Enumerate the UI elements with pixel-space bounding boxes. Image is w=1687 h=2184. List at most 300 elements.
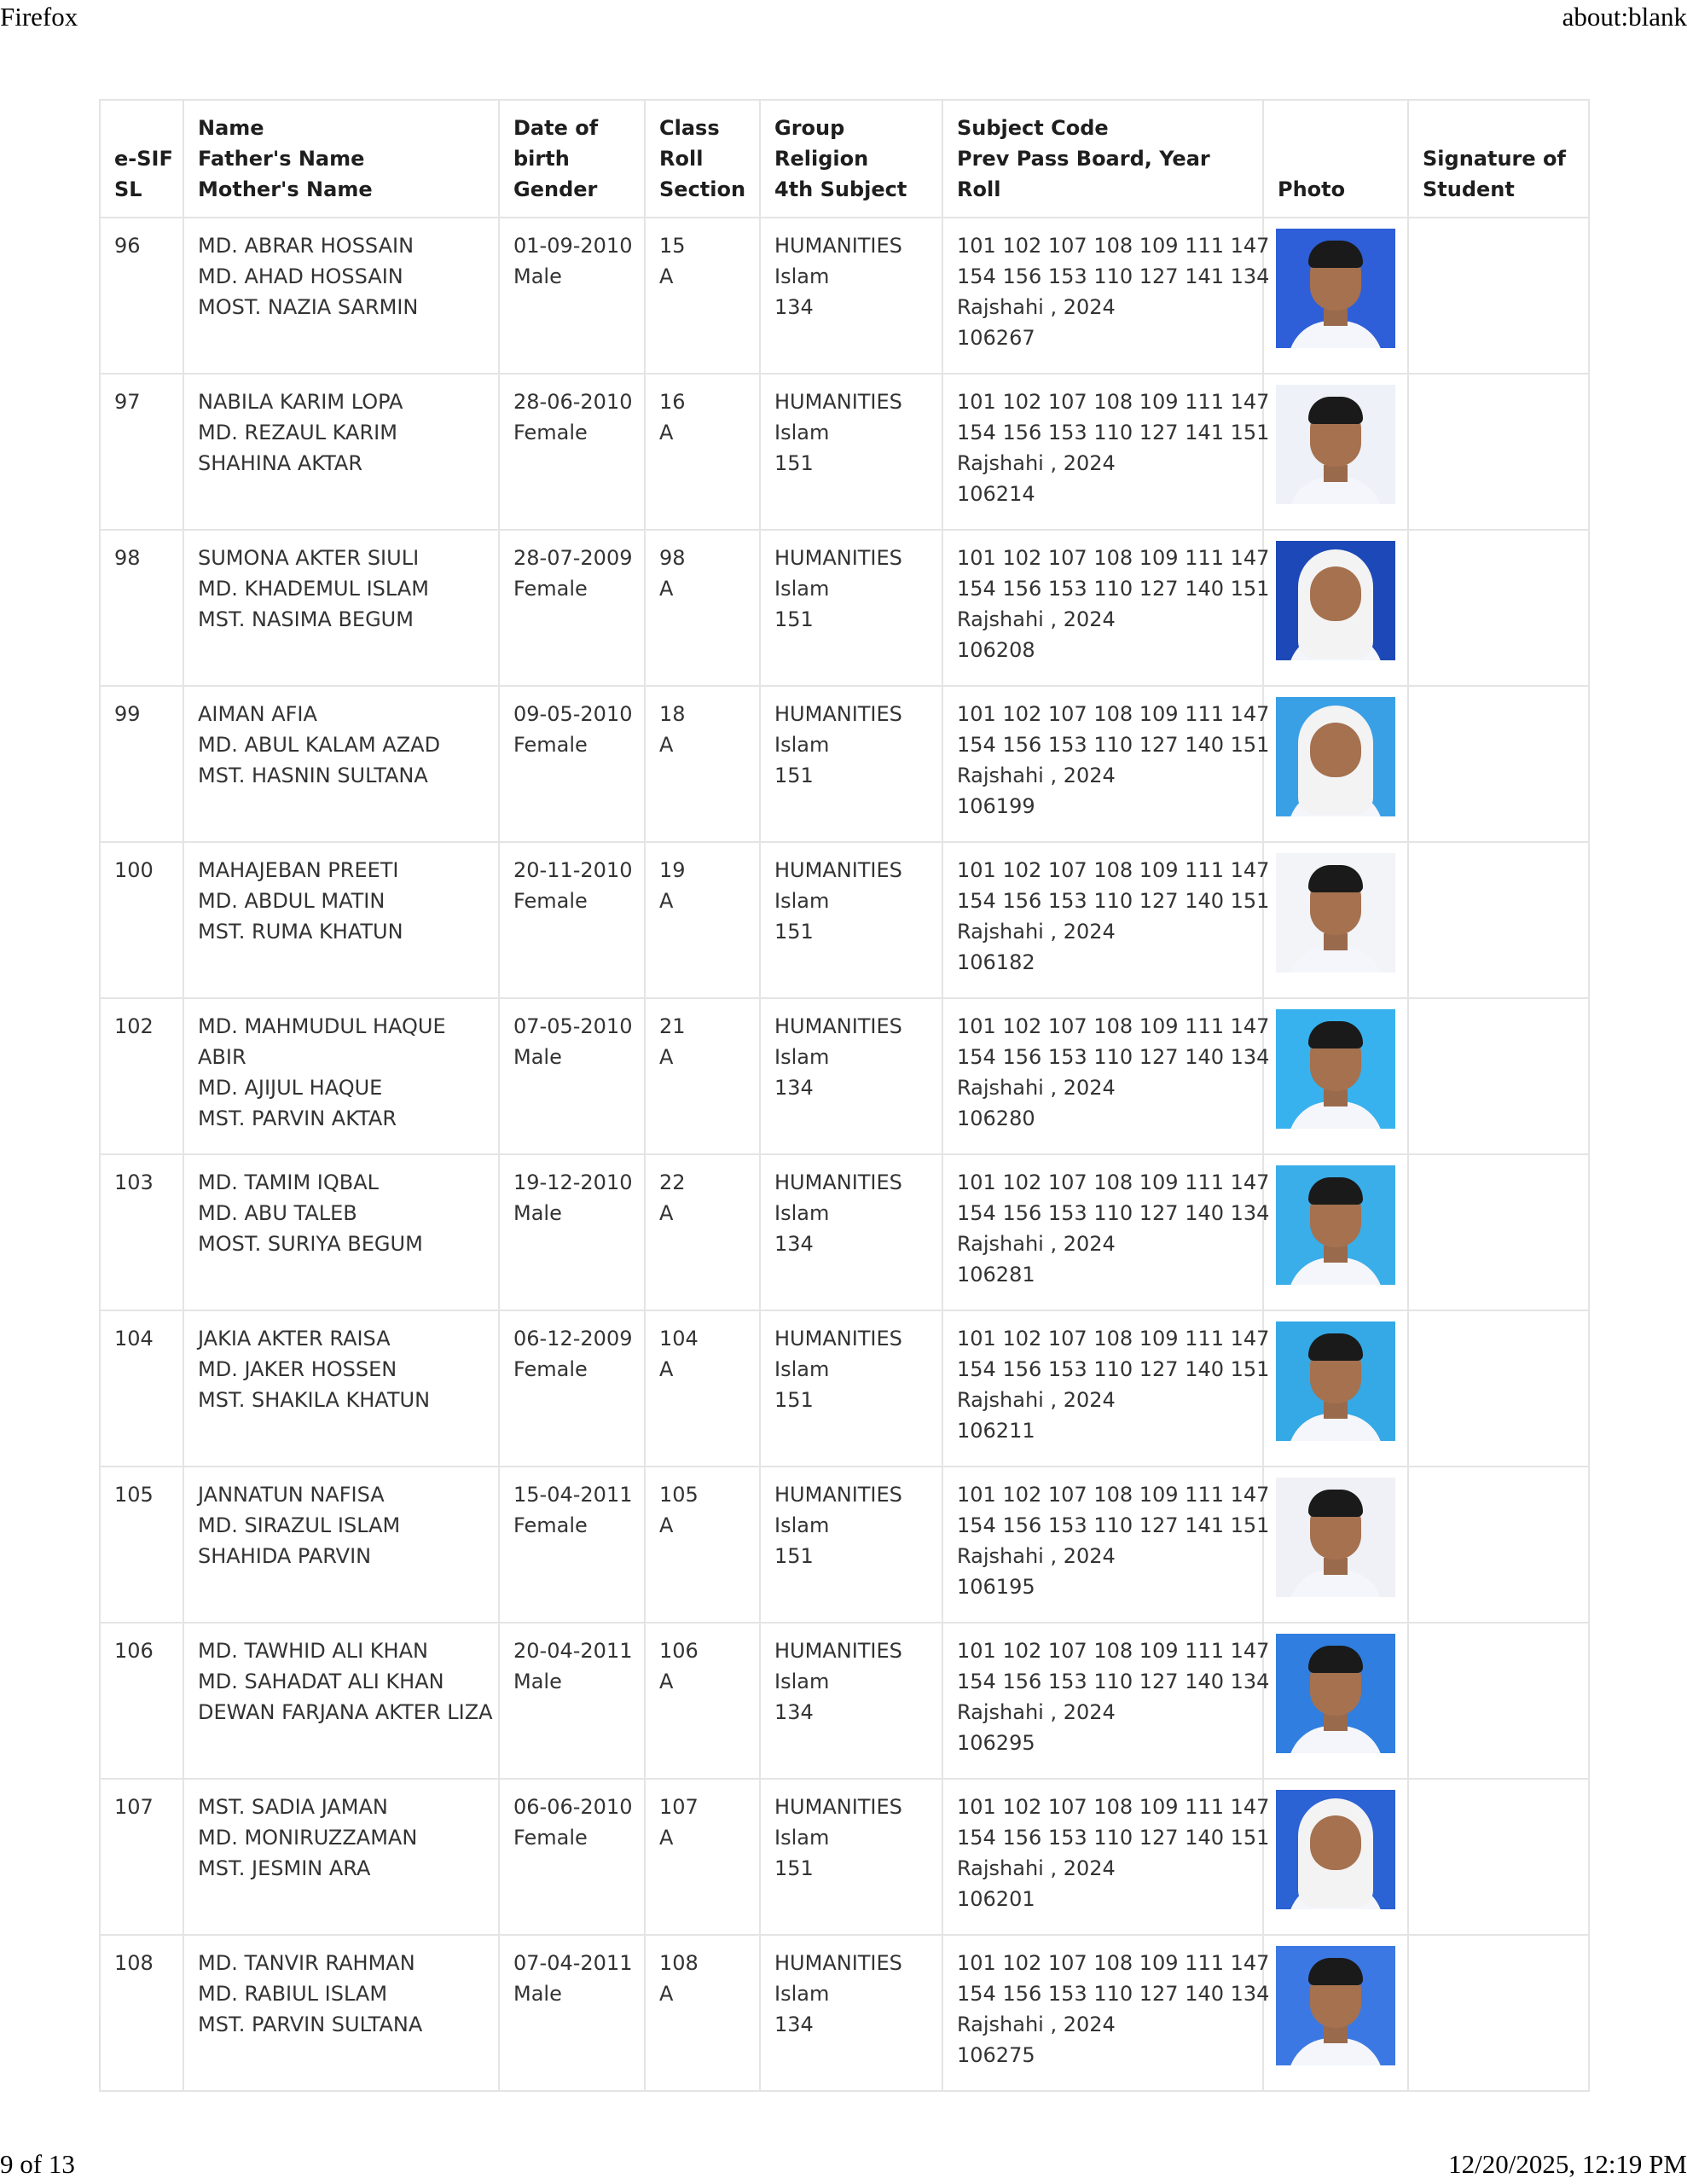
prev-pass-board-year: Rajshahi , 2024 bbox=[957, 607, 1116, 631]
religion: Islam bbox=[774, 1513, 830, 1537]
cell-dob bbox=[499, 1310, 645, 1467]
cell-sl bbox=[100, 530, 183, 686]
serial-number: 103 bbox=[114, 1170, 154, 1194]
student-name: MD. MAHMUDUL HAQUE ABIR bbox=[198, 1014, 446, 1069]
cell-group bbox=[760, 1779, 942, 1935]
table-row bbox=[100, 530, 1589, 686]
student-name: MD. TAMIM IQBAL bbox=[198, 1170, 380, 1194]
cell-subject bbox=[942, 1310, 1270, 1467]
cell-sl bbox=[100, 686, 183, 842]
cell-group bbox=[760, 842, 942, 998]
religion: Islam bbox=[774, 577, 830, 601]
cell-subject bbox=[942, 1935, 1270, 2091]
print-footer-datetime: 12/20/2025, 12:19 PM bbox=[1448, 2149, 1687, 2179]
father-name: MD. ABU TALEB bbox=[198, 1201, 357, 1225]
cell-photo bbox=[1263, 1779, 1408, 1935]
section: A bbox=[659, 889, 674, 913]
fourth-subject: 151 bbox=[774, 1856, 814, 1880]
cell-roll bbox=[645, 1935, 760, 2091]
cell-name bbox=[183, 1154, 499, 1310]
prev-pass-board-year: Rajshahi , 2024 bbox=[957, 1856, 1116, 1880]
subject-codes-line-1: 101 102 107 108 109 111 147 bbox=[957, 390, 1270, 414]
religion: Islam bbox=[774, 1982, 830, 2006]
prev-pass-board-year: Rajshahi , 2024 bbox=[957, 2013, 1116, 2036]
gender: Female bbox=[513, 889, 588, 913]
cell-subject bbox=[942, 1779, 1270, 1935]
cell-sl bbox=[100, 842, 183, 998]
header-roll: Class Roll Section bbox=[645, 100, 760, 218]
cell-dob bbox=[499, 218, 645, 374]
table-row bbox=[100, 1467, 1589, 1623]
gender: Female bbox=[513, 421, 588, 444]
section: A bbox=[659, 733, 674, 757]
class-roll: 104 bbox=[659, 1327, 699, 1350]
serial-number: 107 bbox=[114, 1795, 154, 1819]
mother-name: SHAHIDA PARVIN bbox=[198, 1544, 372, 1568]
section: A bbox=[659, 1357, 674, 1381]
fourth-subject: 151 bbox=[774, 764, 814, 787]
cell-subject bbox=[942, 686, 1270, 842]
group: HUMANITIES bbox=[774, 1951, 902, 1975]
religion: Islam bbox=[774, 1670, 830, 1693]
cell-signature bbox=[1408, 218, 1589, 374]
father-name: MD. SAHADAT ALI KHAN bbox=[198, 1670, 444, 1693]
cell-dob bbox=[499, 374, 645, 530]
student-name: NABILA KARIM LOPA bbox=[198, 390, 403, 414]
group: HUMANITIES bbox=[774, 234, 902, 258]
student-name: JAKIA AKTER RAISA bbox=[198, 1327, 391, 1350]
religion: Islam bbox=[774, 1826, 830, 1850]
subject-codes-line-2: 154 156 153 110 127 140 134 bbox=[957, 1982, 1270, 2006]
cell-group bbox=[760, 374, 942, 530]
cell-photo bbox=[1263, 218, 1408, 374]
prev-roll: 106275 bbox=[957, 2043, 1035, 2067]
prev-pass-board-year: Rajshahi , 2024 bbox=[957, 1700, 1116, 1724]
gender: Male bbox=[513, 1670, 562, 1693]
father-name: MD. REZAUL KARIM bbox=[198, 421, 397, 444]
subject-codes-line-2: 154 156 153 110 127 140 151 bbox=[957, 1826, 1270, 1850]
cell-group bbox=[760, 1623, 942, 1779]
father-name: MD. AHAD HOSSAIN bbox=[198, 264, 403, 288]
serial-number: 102 bbox=[114, 1014, 154, 1038]
cell-signature bbox=[1408, 1935, 1589, 2091]
prev-roll: 106281 bbox=[957, 1263, 1035, 1287]
subject-codes-line-2: 154 156 153 110 127 140 151 bbox=[957, 577, 1270, 601]
group: HUMANITIES bbox=[774, 546, 902, 570]
class-roll: 21 bbox=[659, 1014, 686, 1038]
father-name: MD. SIRAZUL ISLAM bbox=[198, 1513, 401, 1537]
religion: Islam bbox=[774, 421, 830, 444]
class-roll: 107 bbox=[659, 1795, 699, 1819]
student-photo bbox=[1276, 1946, 1395, 2065]
mother-name: SHAHINA AKTAR bbox=[198, 451, 363, 475]
subject-codes-line-2: 154 156 153 110 127 140 134 bbox=[957, 1670, 1270, 1693]
serial-number: 108 bbox=[114, 1951, 154, 1975]
class-roll: 108 bbox=[659, 1951, 699, 1975]
cell-subject bbox=[942, 842, 1270, 998]
mother-name: MST. RUMA KHATUN bbox=[198, 920, 403, 944]
cell-photo bbox=[1263, 1467, 1408, 1623]
cell-sl bbox=[100, 1154, 183, 1310]
cell-subject bbox=[942, 530, 1270, 686]
cell-photo bbox=[1263, 374, 1408, 530]
cell-sl bbox=[100, 1623, 183, 1779]
cell-roll bbox=[645, 530, 760, 686]
cell-name bbox=[183, 998, 499, 1154]
cell-sl bbox=[100, 1779, 183, 1935]
cell-photo bbox=[1263, 686, 1408, 842]
gender: Female bbox=[513, 1826, 588, 1850]
student-name: MD. TAWHID ALI KHAN bbox=[198, 1639, 428, 1663]
mother-name: MST. PARVIN AKTAR bbox=[198, 1107, 397, 1130]
subject-codes-line-1: 101 102 107 108 109 111 147 bbox=[957, 1639, 1270, 1663]
date-of-birth: 28-07-2009 bbox=[513, 546, 633, 570]
table-row bbox=[100, 1310, 1589, 1467]
cell-roll bbox=[645, 842, 760, 998]
cell-subject bbox=[942, 1154, 1270, 1310]
student-name: MST. SADIA JAMAN bbox=[198, 1795, 388, 1819]
religion: Islam bbox=[774, 1045, 830, 1069]
cell-photo bbox=[1263, 998, 1408, 1154]
gender: Male bbox=[513, 1045, 562, 1069]
prev-roll: 106201 bbox=[957, 1887, 1035, 1911]
subject-codes-line-1: 101 102 107 108 109 111 147 bbox=[957, 546, 1270, 570]
cell-dob bbox=[499, 1623, 645, 1779]
cell-photo bbox=[1263, 1935, 1408, 2091]
serial-number: 96 bbox=[114, 234, 141, 258]
cell-subject bbox=[942, 1623, 1270, 1779]
subject-codes-line-1: 101 102 107 108 109 111 147 bbox=[957, 858, 1270, 882]
table-continuation-border bbox=[99, 2015, 101, 2087]
cell-roll bbox=[645, 1623, 760, 1779]
class-roll: 16 bbox=[659, 390, 686, 414]
date-of-birth: 01-09-2010 bbox=[513, 234, 633, 258]
father-name: MD. AJIJUL HAQUE bbox=[198, 1076, 383, 1100]
cell-photo bbox=[1263, 1154, 1408, 1310]
fourth-subject: 134 bbox=[774, 1232, 814, 1256]
student-photo bbox=[1276, 1790, 1395, 1909]
cell-name bbox=[183, 374, 499, 530]
gender: Female bbox=[513, 1513, 588, 1537]
subject-codes-line-1: 101 102 107 108 109 111 147 bbox=[957, 702, 1270, 726]
religion: Islam bbox=[774, 264, 830, 288]
section: A bbox=[659, 264, 674, 288]
table-row bbox=[100, 374, 1589, 530]
section: A bbox=[659, 1513, 674, 1537]
class-roll: 19 bbox=[659, 858, 686, 882]
fourth-subject: 134 bbox=[774, 295, 814, 319]
student-photo bbox=[1276, 697, 1395, 816]
date-of-birth: 07-04-2011 bbox=[513, 1951, 633, 1975]
group: HUMANITIES bbox=[774, 390, 902, 414]
group: HUMANITIES bbox=[774, 1639, 902, 1663]
prev-pass-board-year: Rajshahi , 2024 bbox=[957, 1388, 1116, 1412]
serial-number: 98 bbox=[114, 546, 141, 570]
prev-roll: 106267 bbox=[957, 326, 1035, 350]
father-name: MD. RABIUL ISLAM bbox=[198, 1982, 388, 2006]
cell-group bbox=[760, 530, 942, 686]
fourth-subject: 134 bbox=[774, 1700, 814, 1724]
subject-codes-line-2: 154 156 153 110 127 140 134 bbox=[957, 1201, 1270, 1225]
cell-sl bbox=[100, 218, 183, 374]
cell-dob bbox=[499, 998, 645, 1154]
gender: Male bbox=[513, 1982, 562, 2006]
mother-name: MOST. NAZIA SARMIN bbox=[198, 295, 419, 319]
cell-group bbox=[760, 1154, 942, 1310]
cell-signature bbox=[1408, 686, 1589, 842]
prev-pass-board-year: Rajshahi , 2024 bbox=[957, 1076, 1116, 1100]
cell-name bbox=[183, 530, 499, 686]
cell-dob bbox=[499, 686, 645, 842]
group: HUMANITIES bbox=[774, 702, 902, 726]
cell-signature bbox=[1408, 1779, 1589, 1935]
mother-name: MST. NASIMA BEGUM bbox=[198, 607, 414, 631]
prev-pass-board-year: Rajshahi , 2024 bbox=[957, 1544, 1116, 1568]
cell-roll bbox=[645, 1467, 760, 1623]
print-footer-page: 9 of 13 bbox=[0, 2149, 75, 2179]
date-of-birth: 15-04-2011 bbox=[513, 1483, 633, 1507]
group: HUMANITIES bbox=[774, 1327, 902, 1350]
date-of-birth: 20-11-2010 bbox=[513, 858, 633, 882]
fourth-subject: 134 bbox=[774, 2013, 814, 2036]
gender: Female bbox=[513, 577, 588, 601]
cell-roll bbox=[645, 1310, 760, 1467]
religion: Islam bbox=[774, 1201, 830, 1225]
student-name: SUMONA AKTER SIULI bbox=[198, 546, 420, 570]
table-row bbox=[100, 842, 1589, 998]
religion: Islam bbox=[774, 1357, 830, 1381]
section: A bbox=[659, 577, 674, 601]
header-subject: Subject Code Prev Pass Board, Year Roll bbox=[942, 100, 1263, 218]
fourth-subject: 151 bbox=[774, 607, 814, 631]
student-table-container bbox=[99, 99, 1588, 2092]
subject-codes-line-2: 154 156 153 110 127 140 151 bbox=[957, 889, 1270, 913]
father-name: MD. JAKER HOSSEN bbox=[198, 1357, 397, 1381]
cell-roll bbox=[645, 998, 760, 1154]
cell-signature bbox=[1408, 1154, 1589, 1310]
table-body bbox=[100, 218, 1589, 2091]
section: A bbox=[659, 1045, 674, 1069]
mother-name: MOST. SURIYA BEGUM bbox=[198, 1232, 423, 1256]
serial-number: 104 bbox=[114, 1327, 154, 1350]
header-photo: Photo bbox=[1263, 100, 1408, 218]
serial-number: 100 bbox=[114, 858, 154, 882]
mother-name: MST. SHAKILA KHATUN bbox=[198, 1388, 431, 1412]
cell-dob bbox=[499, 1935, 645, 2091]
prev-roll: 106208 bbox=[957, 638, 1035, 662]
cell-roll bbox=[645, 1154, 760, 1310]
cell-dob bbox=[499, 1154, 645, 1310]
father-name: MD. KHADEMUL ISLAM bbox=[198, 577, 429, 601]
fourth-subject: 151 bbox=[774, 1388, 814, 1412]
header-dob: Date of birth Gender bbox=[499, 100, 645, 218]
student-photo bbox=[1276, 1321, 1395, 1441]
prev-roll: 106195 bbox=[957, 1575, 1035, 1599]
student-photo bbox=[1276, 229, 1395, 348]
table-row bbox=[100, 686, 1589, 842]
prev-roll: 106280 bbox=[957, 1107, 1035, 1130]
cell-dob bbox=[499, 842, 645, 998]
cell-sl bbox=[100, 1935, 183, 2091]
serial-number: 99 bbox=[114, 702, 141, 726]
header-signature: Signature of Student bbox=[1408, 100, 1589, 218]
section: A bbox=[659, 421, 674, 444]
header-sl: e-SIF SL bbox=[100, 100, 183, 218]
class-roll: 15 bbox=[659, 234, 686, 258]
cell-roll bbox=[645, 218, 760, 374]
prev-roll: 106199 bbox=[957, 794, 1035, 818]
student-photo bbox=[1276, 853, 1395, 973]
cell-signature bbox=[1408, 1623, 1589, 1779]
class-roll: 106 bbox=[659, 1639, 699, 1663]
table-row bbox=[100, 218, 1589, 374]
section: A bbox=[659, 1826, 674, 1850]
cell-sl bbox=[100, 1310, 183, 1467]
prev-pass-board-year: Rajshahi , 2024 bbox=[957, 920, 1116, 944]
cell-name bbox=[183, 218, 499, 374]
cell-sl bbox=[100, 1467, 183, 1623]
cell-signature bbox=[1408, 530, 1589, 686]
prev-roll: 106295 bbox=[957, 1731, 1035, 1755]
cell-roll bbox=[645, 374, 760, 530]
student-table bbox=[99, 99, 1590, 2092]
class-roll: 98 bbox=[659, 546, 686, 570]
cell-name bbox=[183, 686, 499, 842]
section: A bbox=[659, 1982, 674, 2006]
student-photo bbox=[1276, 1165, 1395, 1285]
cell-subject bbox=[942, 218, 1270, 374]
header-name: Name Father's Name Mother's Name bbox=[183, 100, 499, 218]
table-row bbox=[100, 1154, 1589, 1310]
cell-signature bbox=[1408, 1467, 1589, 1623]
gender: Male bbox=[513, 264, 562, 288]
cell-name bbox=[183, 842, 499, 998]
fourth-subject: 151 bbox=[774, 451, 814, 475]
date-of-birth: 06-12-2009 bbox=[513, 1327, 633, 1350]
date-of-birth: 20-04-2011 bbox=[513, 1639, 633, 1663]
student-name: AIMAN AFIA bbox=[198, 702, 317, 726]
cell-subject bbox=[942, 998, 1270, 1154]
mother-name: MST. JESMIN ARA bbox=[198, 1856, 371, 1880]
cell-group bbox=[760, 998, 942, 1154]
print-header-browser: Firefox bbox=[0, 2, 78, 32]
table-row bbox=[100, 998, 1589, 1154]
cell-signature bbox=[1408, 1310, 1589, 1467]
gender: Female bbox=[513, 733, 588, 757]
fourth-subject: 134 bbox=[774, 1076, 814, 1100]
student-photo bbox=[1276, 385, 1395, 504]
mother-name: DEWAN FARJANA AKTER LIZA bbox=[198, 1700, 493, 1724]
group: HUMANITIES bbox=[774, 1014, 902, 1038]
cell-photo bbox=[1263, 1310, 1408, 1467]
subject-codes-line-1: 101 102 107 108 109 111 147 bbox=[957, 1795, 1270, 1819]
date-of-birth: 19-12-2010 bbox=[513, 1170, 633, 1194]
student-name: MAHAJEBAN PREETI bbox=[198, 858, 399, 882]
group: HUMANITIES bbox=[774, 1483, 902, 1507]
cell-name bbox=[183, 1310, 499, 1467]
cell-photo bbox=[1263, 1623, 1408, 1779]
religion: Islam bbox=[774, 733, 830, 757]
prev-pass-board-year: Rajshahi , 2024 bbox=[957, 764, 1116, 787]
cell-dob bbox=[499, 1467, 645, 1623]
table-row bbox=[100, 1623, 1589, 1779]
cell-group bbox=[760, 1935, 942, 2091]
subject-codes-line-2: 154 156 153 110 127 140 134 bbox=[957, 1045, 1270, 1069]
father-name: MD. MONIRUZZAMAN bbox=[198, 1826, 418, 1850]
subject-codes-line-2: 154 156 153 110 127 140 151 bbox=[957, 733, 1270, 757]
cell-dob bbox=[499, 1779, 645, 1935]
date-of-birth: 28-06-2010 bbox=[513, 390, 633, 414]
gender: Male bbox=[513, 1201, 562, 1225]
subject-codes-line-1: 101 102 107 108 109 111 147 bbox=[957, 234, 1270, 258]
fourth-subject: 151 bbox=[774, 1544, 814, 1568]
cell-sl bbox=[100, 374, 183, 530]
cell-signature bbox=[1408, 374, 1589, 530]
print-header-url: about:blank bbox=[1562, 2, 1687, 32]
subject-codes-line-2: 154 156 153 110 127 141 151 bbox=[957, 1513, 1270, 1537]
student-name: MD. ABRAR HOSSAIN bbox=[198, 234, 415, 258]
student-photo bbox=[1276, 1478, 1395, 1597]
prev-pass-board-year: Rajshahi , 2024 bbox=[957, 295, 1116, 319]
table-row bbox=[100, 1935, 1589, 2091]
group: HUMANITIES bbox=[774, 858, 902, 882]
serial-number: 97 bbox=[114, 390, 141, 414]
cell-photo bbox=[1263, 530, 1408, 686]
cell-roll bbox=[645, 1779, 760, 1935]
cell-subject bbox=[942, 374, 1270, 530]
mother-name: MST. PARVIN SULTANA bbox=[198, 2013, 423, 2036]
cell-subject bbox=[942, 1467, 1270, 1623]
subject-codes-line-1: 101 102 107 108 109 111 147 bbox=[957, 1951, 1270, 1975]
date-of-birth: 09-05-2010 bbox=[513, 702, 633, 726]
student-name: JANNATUN NAFISA bbox=[198, 1483, 385, 1507]
prev-roll: 106214 bbox=[957, 482, 1035, 506]
cell-name bbox=[183, 1779, 499, 1935]
cell-roll bbox=[645, 686, 760, 842]
prev-roll: 106182 bbox=[957, 950, 1035, 974]
subject-codes-line-1: 101 102 107 108 109 111 147 bbox=[957, 1170, 1270, 1194]
subject-codes-line-2: 154 156 153 110 127 141 134 bbox=[957, 264, 1270, 288]
group: HUMANITIES bbox=[774, 1170, 902, 1194]
subject-codes-line-1: 101 102 107 108 109 111 147 bbox=[957, 1014, 1270, 1038]
class-roll: 18 bbox=[659, 702, 686, 726]
table-header-row bbox=[100, 100, 1589, 218]
cell-signature bbox=[1408, 998, 1589, 1154]
header-group: Group Religion 4th Subject bbox=[760, 100, 942, 218]
student-photo bbox=[1276, 541, 1395, 660]
serial-number: 105 bbox=[114, 1483, 154, 1507]
student-name: MD. TANVIR RAHMAN bbox=[198, 1951, 415, 1975]
father-name: MD. ABUL KALAM AZAD bbox=[198, 733, 441, 757]
student-photo bbox=[1276, 1009, 1395, 1129]
class-roll: 105 bbox=[659, 1483, 699, 1507]
cell-signature bbox=[1408, 842, 1589, 998]
cell-name bbox=[183, 1935, 499, 2091]
cell-group bbox=[760, 686, 942, 842]
serial-number: 106 bbox=[114, 1639, 154, 1663]
prev-roll: 106211 bbox=[957, 1419, 1035, 1443]
group: HUMANITIES bbox=[774, 1795, 902, 1819]
student-photo bbox=[1276, 1634, 1395, 1753]
cell-name bbox=[183, 1623, 499, 1779]
subject-codes-line-2: 154 156 153 110 127 140 151 bbox=[957, 1357, 1270, 1381]
subject-codes-line-1: 101 102 107 108 109 111 147 bbox=[957, 1483, 1270, 1507]
religion: Islam bbox=[774, 889, 830, 913]
prev-pass-board-year: Rajshahi , 2024 bbox=[957, 1232, 1116, 1256]
cell-sl bbox=[100, 998, 183, 1154]
cell-group bbox=[760, 1467, 942, 1623]
fourth-subject: 151 bbox=[774, 920, 814, 944]
